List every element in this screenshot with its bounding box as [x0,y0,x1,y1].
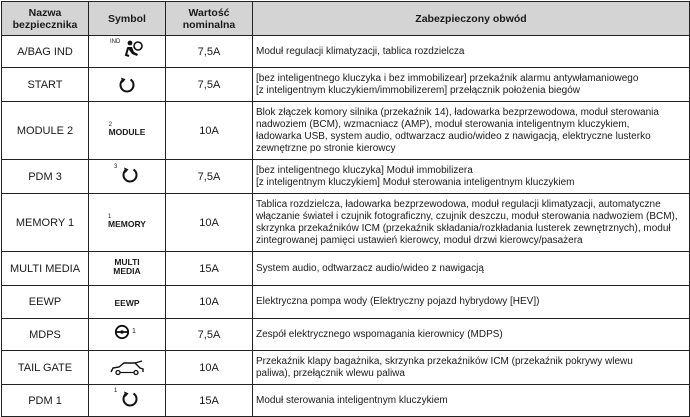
header-circuit: Zabezpieczony obwód [253,2,690,36]
header-symbol: Symbol [89,2,166,36]
table-row [2,252,690,286]
table-row [2,36,690,68]
header-rating: Wartość nominalna [166,2,253,36]
media-label: MEDIA [113,266,141,276]
fuse-circuit: Tablica rozdzielcza, ładowarka bezprzewodowa, moduł regulacji klimatyzacji, automatyczne włączanie świateł i czujnik fotograficzny, czujnik deszczu, moduł sterowania nadwoziem (BCM), skrzynka przekaźników ICM (przekaźnik składania/rozkładania lusterek zewnętrznych), moduł zintegrowanej pamięci ustawień kierowcy, moduł drzwi kierowcy/pasażera [253,194,690,252]
fuse-circuit: Elektryczna pompa wody (Elektryczny pojazd hybrydowy [HEV]) [253,286,690,319]
fuse-circuit: Zespół elektrycznego wspomagania kierownicy (MDPS) [253,319,690,351]
fuse-rating: 7,5A [166,36,253,68]
fuse-name: MODULE 2 [2,102,89,160]
fuse-circuit: [bez inteligentnego kluczyka i bez immobilizear] przekaźnik alarmu antywłamaniowego [z inteligentnym kluczykiem/immobilizerem] przełącznik położenia biegów [253,68,690,102]
fuse-rating: 15A [166,252,253,286]
fuse-name: START [2,68,89,102]
fuse-name: PDM 3 [2,160,89,194]
fuse-symbol: 1 [89,385,166,417]
fuse-symbol [89,252,166,286]
table-row [2,194,690,252]
fuse-rating: 7,5A [166,319,253,351]
fuse-rating: 10A [166,194,253,252]
fuse-circuit: Moduł sterowania inteligentnym kluczykiem [253,385,690,417]
fuse-table [1,1,690,417]
airbag-indicator-icon [123,39,143,59]
start-arrow-icon [121,390,139,408]
fuse-circuit: Przekaźnik klapy bagażnika, skrzynka przekaźników ICM (przekaźnik pokrywy wlewu paliwa), przełącznik wlewu paliwa [253,351,690,385]
memory-label: MEMORY [108,218,146,229]
fuse-rating: 7,5A [166,68,253,102]
module-label: MODULE [108,126,146,137]
fuse-circuit: Moduł regulacji klimatyzacji, tablica rozdzielcza [253,36,690,68]
fuse-symbol [89,286,166,319]
fuse-symbol: IND [89,36,166,68]
table-row [2,286,690,319]
fuse-symbol [89,68,166,102]
header-row [2,2,690,36]
start-arrow-icon [121,166,139,184]
tailgate-car-icon [109,360,145,376]
fuse-name: MEMORY 1 [2,194,89,252]
fuse-name: A/BAG IND [2,36,89,68]
fuse-rating: 7,5A [166,160,253,194]
fuse-symbol: 1 [89,319,166,351]
table-row [2,102,690,160]
table-row [2,385,690,417]
steering-wheel-icon [114,324,130,340]
multi-label: MULTI [114,257,140,267]
fuse-rating: 10A [166,102,253,160]
header-name: Nazwa bezpiecznika [2,2,89,36]
fuse-name: EEWP [2,286,89,319]
fuse-rating: 10A [166,351,253,385]
fuse-circuit: [bez inteligentnego kluczyka] Moduł immobilizera [z inteligentnym kluczykiem] Moduł sterowania inteligentnym kluczykiem [253,160,690,194]
table-row [2,319,690,351]
fuse-circuit: System audio, odtwarzacz audio/wideo z nawigacją [253,252,690,286]
fuse-circuit: Blok złączek komory silnika (przekaźnik 14), ładowarka bezprzewodowa, moduł sterowania nadwoziem (BCM), wzmacniacz (AMP), moduł sterowania inteligentnym kluczykiem, ładowarka USB, system audio, odtwarzacz audio/wideo z nawigacją, elektryczne lusterko zewnętrzne po stronie kierowcy [253,102,690,160]
fuse-rating: 10A [166,286,253,319]
fuse-symbol [89,351,166,385]
start-arrow-icon [118,76,136,94]
fuse-symbol: 2 MODULE [89,102,166,160]
fuse-name: MULTI MEDIA [2,252,89,286]
table-row [2,160,690,194]
fuse-name: MDPS [2,319,89,351]
fuse-name: PDM 1 [2,385,89,417]
eewp-label: EEWP [114,298,140,308]
table-row [2,351,690,385]
fuse-name: TAIL GATE [2,351,89,385]
fuse-symbol: 3 [89,160,166,194]
fuse-symbol: 1 MEMORY [89,194,166,252]
table-row [2,68,690,102]
fuse-rating: 15A [166,385,253,417]
